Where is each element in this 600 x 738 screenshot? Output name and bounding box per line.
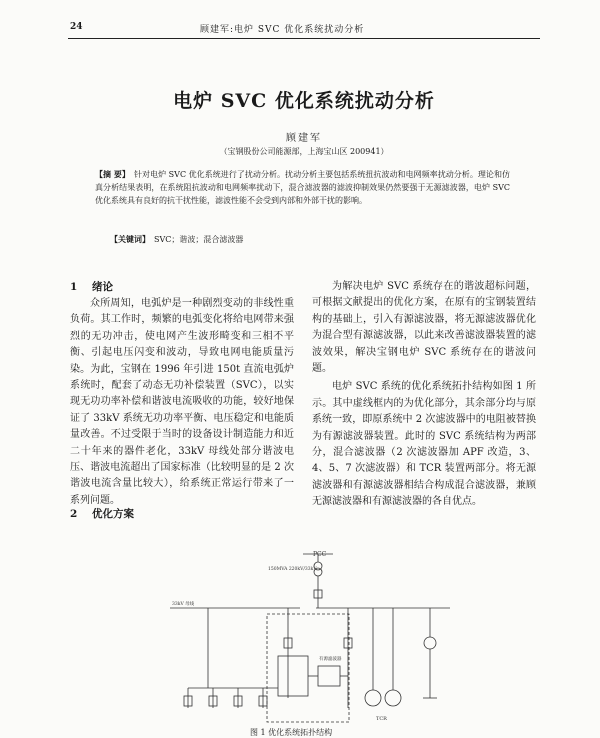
author: 顾建军 (286, 133, 322, 144)
bus-label: 33kV 母线 (172, 602, 195, 607)
topology-diagram (168, 548, 453, 736)
section-1-number: 1 (70, 281, 78, 293)
right-paragraph-2: 电炉 SVC 系统的优化系统拓扑结构如图 1 所示。其中虚线框内的为优化部分，其余部分均与原系统一致，即原系统中 2 次滤波器中的电阻被替换为有源滤波器装置。此时的 SVC 系统结构为两部分，混合滤波器（2 次滤波器加 APF 改造，3、4、5、7 次滤波器）和 TCR 装置两部分。将无源滤波器和有源滤波器相结合构成混合滤波器，兼顾无源滤波器和有源滤波器的各自优点。 (312, 381, 536, 508)
transformer-label: 150MVA 220kV/33kV (268, 567, 317, 572)
header-rule (68, 38, 540, 39)
keywords-label: 【关键词】 (110, 234, 150, 244)
active-filter-box (318, 666, 340, 686)
figure-caption: 图 1 优化系统拓扑结构 (250, 728, 333, 737)
left-paragraph-1: 众所周知，电弧炉是一种剧烈变动的非线性重负荷。其工作时，频繁的电弧变化将给电网带来强烈的无功冲击，使电网产生波形畸变和三相不平衡、引起电压闪变和波动，导致电网电能质量污染。为此，宝钢在 1996 年引进 150t 直流电弧炉系统时，配套了动态无功补偿装置（SVC），以实现无功功率补偿和谐波电流吸收的功能，较好地保证了 33kV 系统无功功率平衡、电压稳定和电能质量改善。不过受限于当时的设备设计制造能力和近二十年来的器件老化，33kV 母线处部分谐波电压、谐波电流超出了国家标准（比较明显的是 2 次谐波电流含量比较大），给系统正常运行带来了一系列问题。 (70, 298, 294, 506)
tcr-reactor (365, 690, 381, 706)
section-1-title: 绪论 (92, 281, 113, 293)
abstract-text: 针对电炉 SVC 优化系统进行了扰动分析。扰动分析主要包括系统扭抗波动和电网频率扰动分析。理论和仿真分析结果表明，在系统阻抗波动和电网频率扰动下，混合滤波器的滤波抑制效果仍然要强于无源滤波器，电炉 SVC 优化系统具有良好的抗干扰性能，滤波性能不会受到内部和外部干扰的影响。 (95, 170, 510, 205)
keywords (110, 234, 243, 245)
affiliation: （宝钢股份公司能源部，上海宝山区 200941） (219, 147, 389, 156)
tcr-label: TCR (376, 716, 387, 722)
paper-title: 电炉 SVC 优化系统扰动分析 (173, 90, 435, 112)
running-title: 顾建军:电炉 SVC 优化系统扰动分析 (200, 25, 365, 35)
section-2-title: 优化方案 (92, 508, 134, 520)
right-paragraph-1: 为解决电炉 SVC 系统存在的谐波超标问题，可根据文献提出的优化方案，在原有的宝钢装置结构的基础上，引入有源滤波器，将无源滤波器优化为混合型有源滤波器，以此来改善滤波器装置的滤波效果，解决宝钢电炉 SVC 系统存在的谐波问题。 (312, 281, 536, 375)
section-2-number: 2 (70, 508, 78, 520)
abstract (95, 168, 510, 207)
pcc-label: PCC (313, 551, 327, 558)
apf-label: 有源滤波器 (319, 657, 342, 662)
keywords-text: SVC；谐波；混合滤波器 (154, 235, 244, 244)
running-header (70, 22, 540, 36)
abstract-label: 【摘 要】 (95, 169, 130, 179)
topology-figure (168, 548, 453, 736)
right-column (312, 279, 536, 513)
section-1-heading (70, 279, 113, 294)
page-number: 24 (70, 22, 83, 32)
furnace-transformer (424, 637, 436, 649)
left-column (70, 296, 294, 511)
filter-group (278, 656, 308, 696)
section-2-heading (70, 506, 134, 521)
